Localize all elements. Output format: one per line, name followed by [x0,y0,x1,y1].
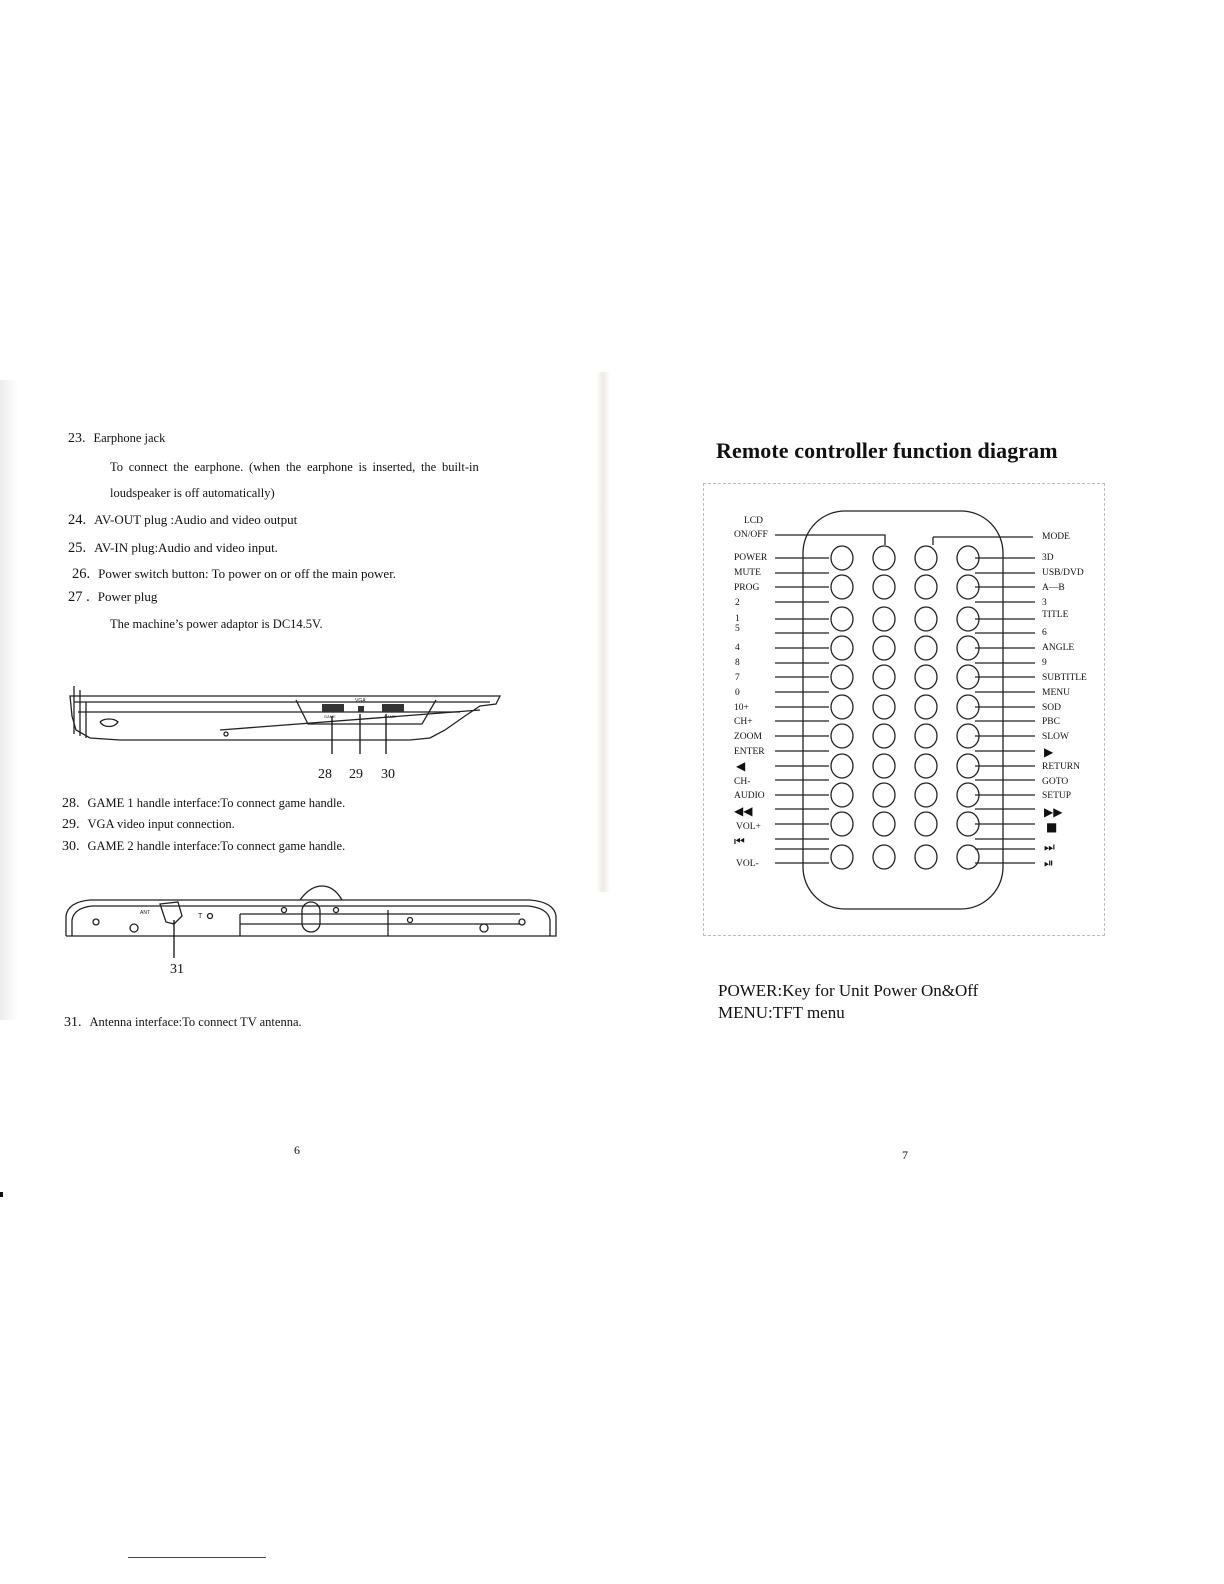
item-title: Antenna interface:To connect TV antenna. [89,1015,302,1029]
remote-button [873,724,895,748]
item-title: GAME 2 handle interface:To connect game handle. [87,839,346,853]
item-number: 26. [72,566,91,582]
remote-label-5: 5 [735,624,740,634]
page-edge-shadow [0,380,18,1020]
bottom-underline-mark [128,1557,266,1558]
remote-label-1: 1 [735,614,740,624]
remote-label-usb-dvd: USB/DVD [1042,568,1084,578]
item-number: 30. [62,839,80,854]
remote-label-mode: MODE [1042,532,1070,542]
item-27 [68,589,157,605]
scan-speck [0,1192,3,1197]
remote-button [831,695,853,719]
remote-button [873,665,895,689]
callout-28: 28 [318,767,332,782]
remote-label-8: 8 [735,658,740,668]
remote-label-ch-minus: CH- [734,777,751,787]
callout-29: 29 [349,767,363,782]
remote-label-3: 3 [1042,598,1047,608]
remote-button [873,546,895,570]
remote-button [915,575,937,599]
item-title: Power switch button: To power on or off the main power. [98,566,397,581]
item-number: 27 . [68,589,90,605]
page-number-left: 6 [294,1143,300,1157]
remote-label-vol-minus: VOL- [736,859,759,869]
page-number-right: 7 [902,1148,908,1162]
remote-label-angle: ANGLE [1042,643,1075,653]
remote-button [915,812,937,836]
remote-button [915,724,937,748]
item-title: AV-OUT plug :Audio and video output [94,512,298,527]
callout-31: 31 [170,962,184,977]
remote-label-title: TITLE [1042,610,1069,620]
item-title: GAME 1 handle interface:To connect game handle. [87,796,346,810]
item-29 [62,816,235,833]
remote-label-mute: MUTE [734,568,761,578]
remote-label-slow: SLOW [1042,732,1069,742]
remote-button [831,845,853,869]
remote-button [831,575,853,599]
item-title: Earphone jack [93,431,166,445]
remote-label-prog: PROG [734,583,760,593]
remote-button [873,695,895,719]
earphone-description-line-1: To connect the earphone. (when the earphone is inserted, the built-in [110,460,479,474]
remote-label-audio: AUDIO [734,791,765,801]
remote-button [831,724,853,748]
remote-label-power: POWER [734,553,768,563]
remote-button [873,636,895,660]
item-number: 24. [68,512,87,528]
remote-button [873,607,895,631]
remote-button [831,636,853,660]
stop-icon: ■ [1046,820,1058,834]
left-arrow-icon: ◀ [736,759,746,773]
remote-button [957,845,979,869]
remote-label-enter: ENTER [734,747,765,757]
game1-port-label: GAME [324,714,336,719]
remote-button [831,665,853,689]
remote-button [831,754,853,778]
remote-label-7: 7 [735,673,740,683]
remote-button [873,812,895,836]
remote-label-6: 6 [1042,628,1047,638]
remote-button [873,754,895,778]
item-26 [72,566,396,582]
remote-label-9: 9 [1042,658,1047,668]
remote-button [915,636,937,660]
remote-label-a-b: A—B [1042,583,1065,593]
device-bottom-view-drawing [60,880,560,960]
callout-30: 30 [381,767,395,782]
item-title: Power plug [97,589,158,604]
remote-label-goto: GOTO [1042,777,1069,787]
item-number: 23. [68,431,86,446]
svg-text:T: T [198,913,203,920]
play-pause-icon: ⏯ [1044,856,1054,870]
remote-label-10-plus: 10+ [734,703,749,713]
diagram-title: Remote controller function diagram [716,438,1058,463]
remote-button [873,845,895,869]
item-number: 28. [62,796,80,811]
fast-forward-icon: ▶▶ [1044,805,1063,819]
remote-label-lcd: LCD [744,516,763,526]
remote-label-on-off: ON/OFF [734,530,768,540]
remote-button [831,812,853,836]
remote-button [831,607,853,631]
note-menu: MENU:TFT menu [718,1003,845,1022]
item-number: 29. [62,817,80,832]
remote-button [873,575,895,599]
item-25 [68,540,278,556]
rewind-icon: ◀◀ [734,804,753,818]
remote-button [915,546,937,570]
remote-label-menu: MENU [1042,688,1070,698]
remote-button [831,783,853,807]
remote-label-0: 0 [735,688,740,698]
item-31 [64,1014,302,1031]
remote-label-subtitle: SUBTITLE [1042,673,1087,683]
remote-button [915,754,937,778]
item-number: 25. [68,540,87,556]
remote-button [915,665,937,689]
remote-button [915,695,937,719]
play-right-icon: ▶ [1044,745,1054,759]
remote-button [915,783,937,807]
item-23 [68,430,165,447]
ant-port-label: ANT [140,910,150,916]
book-gutter [596,372,610,892]
remote-label-setup: SETUP [1042,791,1072,801]
remote-button [831,546,853,570]
item-title: VGA video input connection. [87,817,235,831]
skip-next-icon: ⏭ [1044,840,1055,854]
remote-label-return: RETURN [1042,762,1080,772]
remote-label-ch-plus: CH+ [734,717,753,727]
remote-label-pbc: PBC [1042,717,1060,727]
item-24 [68,512,297,528]
remote-label-vol-plus: VOL+ [736,822,761,832]
vga-port-label: VGA [355,698,366,704]
remote-button [915,607,937,631]
remote-button [873,783,895,807]
note-power: POWER:Key for Unit Power On&Off [718,981,979,1000]
earphone-description-line-2: loudspeaker is off automatically) [110,486,275,500]
item-number: 31. [64,1015,82,1030]
item-30 [62,838,345,855]
remote-button [915,845,937,869]
remote-label-3d: 3D [1042,553,1054,563]
item-28 [62,795,345,812]
skip-back-icon: ⏮ [734,834,745,848]
remote-label-sod: SOD [1042,703,1062,713]
remote-label-2: 2 [735,598,740,608]
device-side-view-drawing [60,682,510,754]
power-plug-description: The machine’s power adaptor is DC14.5V. [110,617,323,631]
game2-port-label: GAME [384,714,396,719]
remote-label-4: 4 [735,643,740,653]
remote-label-zoom: ZOOM [734,732,762,742]
item-title: AV-IN plug:Audio and video input. [94,540,278,555]
